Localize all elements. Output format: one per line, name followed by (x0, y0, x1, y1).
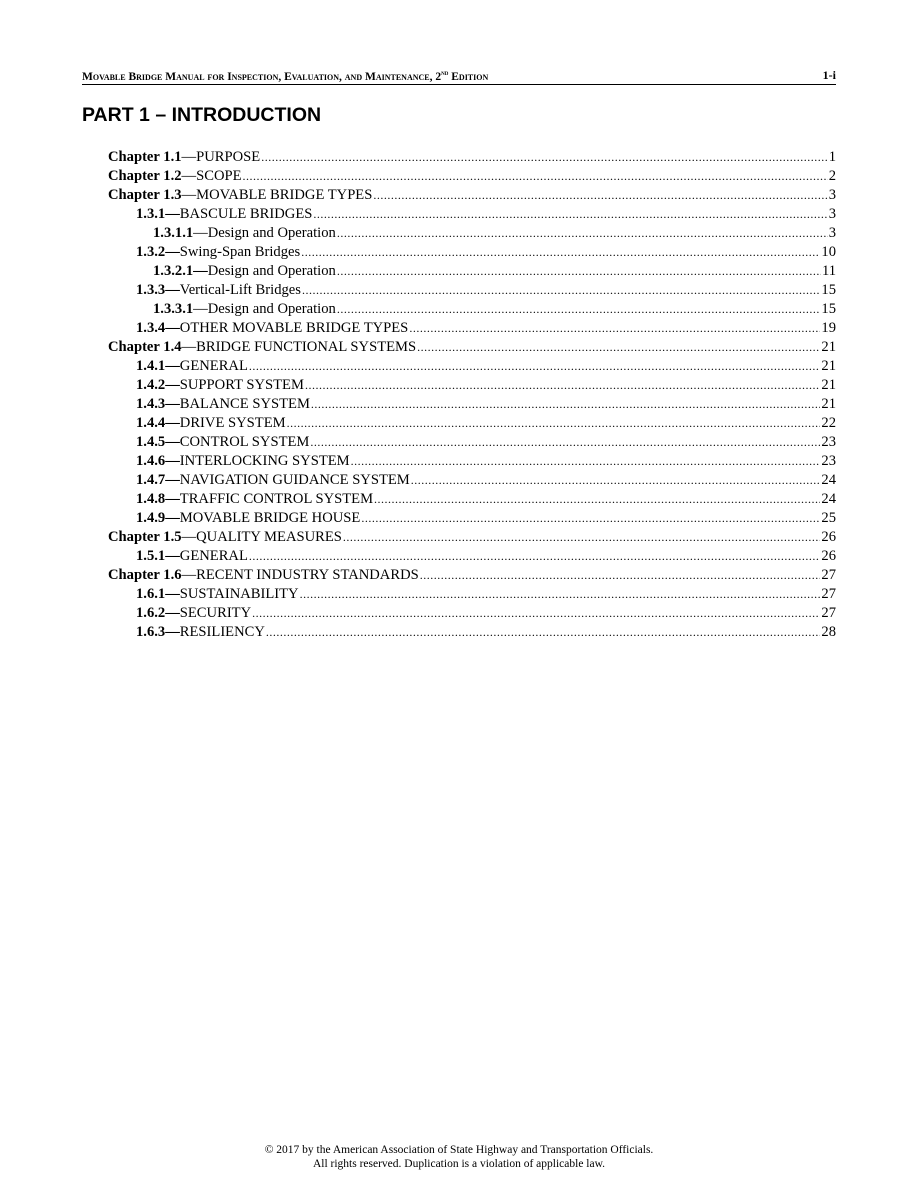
toc-entry-page: 24 (821, 472, 836, 488)
toc-entry-number: 1.4.6— (136, 453, 180, 469)
toc-entry-page: 27 (821, 567, 836, 583)
toc-entry-number: 1.3.2— (136, 244, 180, 260)
toc-entry-number: Chapter 1.1 (108, 149, 182, 165)
toc-entry-page: 26 (821, 548, 836, 564)
toc-entry-title: OTHER MOVABLE BRIDGE TYPES (179, 320, 409, 336)
running-header (82, 68, 836, 85)
copyright-line: © 2017 by the American Association of State Highway and Transportation Officials. (264, 1144, 654, 1156)
toc-entry-number: 1.4.1— (136, 358, 180, 374)
toc-entry-page: 19 (821, 320, 836, 336)
toc-entry-number: 1.4.5— (136, 434, 180, 450)
toc-entry-number: 1.6.2— (136, 605, 180, 621)
toc-dot-leader (302, 281, 820, 300)
toc-entry-number: Chapter 1.2 (108, 168, 182, 184)
toc-entry-number: 1.3.3— (136, 282, 180, 298)
toc-entry-page: 25 (821, 510, 836, 526)
toc-dot-leader (300, 585, 821, 604)
toc-entry-title: BALANCE SYSTEM (179, 396, 310, 412)
toc-entry-page: 21 (821, 396, 836, 412)
part-title: PART 1 – INTRODUCTION (82, 104, 322, 126)
toc-entry-number: Chapter 1.6 (108, 567, 182, 583)
toc-entry-number: 1.5.1— (136, 548, 180, 564)
toc-entry-1-5-1[interactable] (108, 547, 836, 566)
rights-line: All rights reserved. Duplication is a violation of applicable law. (312, 1158, 606, 1170)
toc-entry-title: CONTROL SYSTEM (179, 434, 310, 450)
toc-entry-1-3-1[interactable] (108, 205, 836, 224)
toc-dot-leader (310, 433, 820, 452)
toc-entry-page: 15 (821, 282, 836, 298)
toc-entry-number: 1.4.4— (136, 415, 180, 431)
toc-entry-1-4-9[interactable] (108, 509, 836, 528)
toc-entry-page: 10 (821, 244, 836, 260)
toc-entry-page: 27 (821, 586, 836, 602)
toc-entry-number: 1.3.1— (136, 206, 180, 222)
toc-entry-page: 28 (821, 624, 836, 640)
toc-entry-1-3-4[interactable] (108, 319, 836, 338)
toc-entry-number: 1.4.9— (136, 510, 180, 526)
toc-dot-leader (411, 471, 821, 490)
toc-entry-number: 1.4.7— (136, 472, 180, 488)
toc-entry-page: 21 (821, 339, 836, 355)
toc-entry-page: 2 (828, 168, 836, 184)
toc-entry-title: SUSTAINABILITY (179, 586, 299, 602)
toc-entry-1-4-6[interactable] (108, 452, 836, 471)
toc-entry-number: Chapter 1.4 (108, 339, 182, 355)
toc-entry-number: 1.6.1— (136, 586, 180, 602)
running-header-superscript: nd (441, 69, 449, 78)
toc-dot-leader (305, 376, 820, 395)
toc-entry-page: 3 (828, 187, 836, 203)
toc-entry-1-3-2[interactable] (108, 243, 836, 262)
toc-entry-page: 11 (821, 263, 836, 279)
toc-dot-leader (311, 395, 820, 414)
toc-entry-1-4-1[interactable] (108, 357, 836, 376)
toc-dot-leader (343, 528, 820, 547)
toc-dot-leader (287, 414, 821, 433)
toc-dot-leader (337, 262, 821, 281)
toc-entry-number: Chapter 1.5 (108, 529, 182, 545)
toc-entry-title: —BRIDGE FUNCTIONAL SYSTEMS (181, 339, 417, 355)
running-header-title: Movable Bridge Manual for Inspection, Evaluation, and Maintenance, 2nd Edition (82, 69, 489, 83)
toc-entry-1-4-8[interactable] (108, 490, 836, 509)
toc-entry-title: Design and Operation (207, 263, 336, 279)
toc-dot-leader (361, 509, 820, 528)
toc-entry-1-3-2-1[interactable] (108, 262, 836, 281)
toc-entry-chapter-1-4[interactable] (108, 338, 836, 357)
toc-entry-chapter-1-1[interactable] (108, 148, 836, 167)
toc-dot-leader (337, 300, 821, 319)
toc-dot-leader (249, 357, 821, 376)
toc-entry-page: 21 (821, 358, 836, 374)
toc-entry-chapter-1-6[interactable] (108, 566, 836, 585)
toc-entry-title: DRIVE SYSTEM (179, 415, 286, 431)
toc-entry-page: 23 (821, 434, 836, 450)
running-header-page-number: 1-i (822, 68, 836, 82)
toc-entry-number: 1.3.1.1 (153, 225, 194, 241)
toc-dot-leader (373, 186, 827, 205)
toc-entry-title: MOVABLE BRIDGE HOUSE (179, 510, 361, 526)
toc-entry-number: 1.3.4— (136, 320, 180, 336)
toc-entry-number: Chapter 1.3 (108, 187, 182, 203)
toc-entry-title: —PURPOSE (181, 149, 261, 165)
toc-entry-title: GENERAL (179, 548, 248, 564)
toc-entry-page: 15 (821, 301, 836, 317)
toc-dot-leader (351, 452, 821, 471)
toc-entry-title: —Design and Operation (193, 225, 336, 241)
toc-entry-1-6-2[interactable] (108, 604, 836, 623)
toc-entry-1-4-7[interactable] (108, 471, 836, 490)
toc-entry-title: BASCULE BRIDGES (179, 206, 313, 222)
toc-entry-chapter-1-3[interactable] (108, 186, 836, 205)
toc-entry-page: 23 (821, 453, 836, 469)
toc-dot-leader (337, 224, 828, 243)
toc-entry-page: 3 (828, 206, 836, 222)
toc-entry-page: 22 (821, 415, 836, 431)
toc-dot-leader (243, 167, 828, 186)
toc-entry-page: 27 (821, 605, 836, 621)
toc-entry-1-4-5[interactable] (108, 433, 836, 452)
toc-entry-number: 1.3.3.1 (153, 301, 194, 317)
toc-entry-title: Swing-Span Bridges (179, 244, 301, 260)
toc-entry-page: 26 (821, 529, 836, 545)
toc-entry-1-6-3[interactable] (108, 623, 836, 642)
toc-entry-number: 1.4.3— (136, 396, 180, 412)
toc-entry-title: —QUALITY MEASURES (181, 529, 342, 545)
toc-dot-leader (313, 205, 827, 224)
toc-dot-leader (420, 566, 821, 585)
toc-entry-number: 1.4.8— (136, 491, 180, 507)
toc-entry-1-3-3-1[interactable] (108, 300, 836, 319)
toc-entry-1-4-2[interactable] (108, 376, 836, 395)
toc-entry-title: —SCOPE (181, 168, 242, 184)
toc-entry-title: RESILIENCY (179, 624, 265, 640)
toc-entry-title: INTERLOCKING SYSTEM (179, 453, 350, 469)
toc-dot-leader (417, 338, 820, 357)
toc-dot-leader (266, 623, 820, 642)
toc-entry-title: GENERAL (179, 358, 248, 374)
toc-entry-title: NAVIGATION GUIDANCE SYSTEM (179, 472, 410, 488)
toc-dot-leader (249, 547, 821, 566)
toc-dot-leader (261, 148, 828, 167)
toc-entry-1-3-3[interactable] (108, 281, 836, 300)
toc-entry-1-3-1-1[interactable] (108, 224, 836, 243)
toc-entry-title: —RECENT INDUSTRY STANDARDS (181, 567, 419, 583)
toc-dot-leader (409, 319, 820, 338)
toc-entry-1-4-4[interactable] (108, 414, 836, 433)
toc-dot-leader (252, 604, 820, 623)
toc-dot-leader (301, 243, 820, 262)
toc-entry-number: 1.3.2.1— (153, 263, 208, 279)
copyright-footer (0, 1143, 918, 1171)
toc-entry-chapter-1-5[interactable] (108, 528, 836, 547)
toc-entry-title: Vertical-Lift Bridges (179, 282, 301, 298)
toc-entry-1-6-1[interactable] (108, 585, 836, 604)
toc-entry-title: —MOVABLE BRIDGE TYPES (181, 187, 373, 203)
toc-entry-title: SECURITY (179, 605, 252, 621)
table-of-contents (108, 148, 836, 642)
toc-entry-title: —Design and Operation (193, 301, 336, 317)
toc-entry-chapter-1-2[interactable] (108, 167, 836, 186)
toc-entry-page: 21 (821, 377, 836, 393)
toc-entry-page: 1 (828, 149, 836, 165)
toc-dot-leader (374, 490, 820, 509)
toc-entry-page: 24 (821, 491, 836, 507)
toc-entry-page: 3 (828, 225, 836, 241)
toc-entry-title: SUPPORT SYSTEM (179, 377, 304, 393)
toc-entry-number: 1.6.3— (136, 624, 180, 640)
toc-entry-1-4-3[interactable] (108, 395, 836, 414)
toc-entry-number: 1.4.2— (136, 377, 180, 393)
toc-entry-title: TRAFFIC CONTROL SYSTEM (179, 491, 374, 507)
